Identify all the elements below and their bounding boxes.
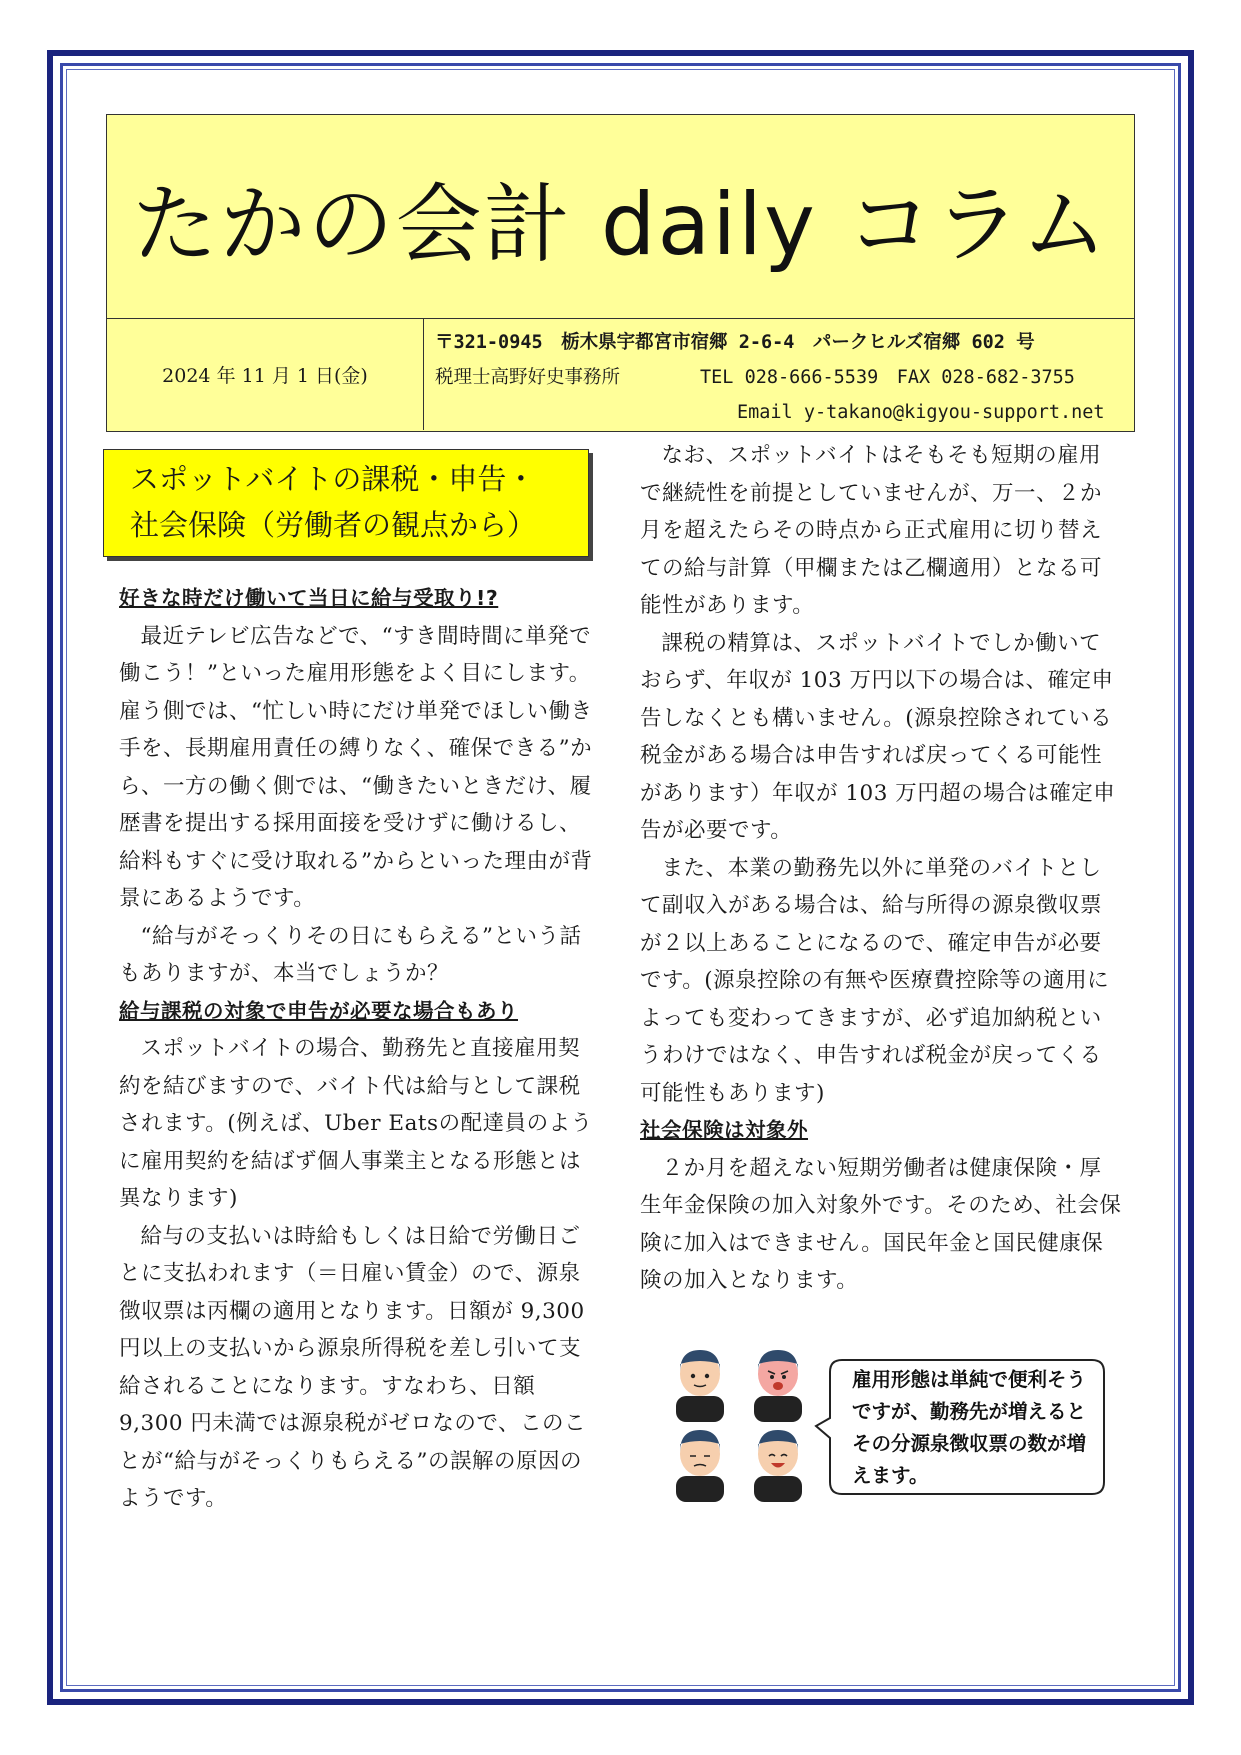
paragraph-7: また、本業の勤務先以外に単発のバイトとして副収入がある場合は、給与所得の源泉徴収票が２以上あることになるので、確定申告が必要です。(源泉控除の有無や医療費控除等の適用によっても変わってきますが、必ず追加納税というわけではなく、申告すれば税金が戻ってくる可能性もあります) — [640, 855, 1110, 1106]
subheading-3: 社会保険は対象外 — [640, 1118, 808, 1142]
left-column — [119, 580, 601, 1518]
subheading-1: 好きな時だけ働いて当日に給与受取り!? — [119, 586, 499, 610]
office-name: 税理士高野好史事務所 — [435, 367, 621, 388]
office-row — [435, 360, 1125, 395]
article-heading — [103, 449, 589, 557]
right-column — [640, 437, 1122, 1300]
subheading-2: 給与課税の対象で申告が必要な場合もあり — [119, 998, 518, 1023]
issue-date: 2024 年 11 月 1 日(金) — [107, 319, 424, 430]
worker-angry-icon — [754, 1350, 802, 1422]
office-info-box — [106, 318, 1135, 432]
worker-tired-icon — [676, 1430, 724, 1502]
speech-bubble-text: 雇用形態は単純で便利そうですが、勤務先が増えるとその分源泉徴収票の数が増えます。 — [852, 1368, 1087, 1487]
office-address: 〒321-0945 栃木県宇都宮市宿郷 2-6-4 パークヒルズ宿郷 602 号 — [435, 332, 1035, 353]
paragraph-4: 給与の支払いは時給もしくは日給で労働日ごとに支払われます（＝日雇い賃金）ので、源泉徴収票は丙欄の適用となります。日額が 9,300 円以上の支払いから源泉所得税を差し引いて支給されることになります。すなわち、日額 9,300 円未満では源泉税がゼロなので、このことが“給与がそっくりもらえる”の誤解の原因のようです。 — [119, 1223, 586, 1511]
paragraph-1: 最近テレビ広告などで、“すき間時間に単発で働こう！”といった雇用形態をよく目にします。雇う側では、“忙しい時にだけ単発でほしい働き手を、長期雇用責任の縛りなく、確保できる”から、一方の働く側では、“働きたいときだけ、履歴書を提出する採用面接を受けずに働けるし、給料もすぐに受け取れる”からといった理由が背景にあるようです。 — [119, 623, 593, 911]
office-email: Email y-takano@kigyou-support.net — [737, 402, 1105, 423]
worker-happy-icon — [754, 1430, 802, 1502]
paragraph-3: スポットバイトの場合、勤務先と直接雇用契約を結びますので、バイト代は給与として課税されます。(例えば、Uber Eatsの配達員のように雇用契約を結ばず個人事業主となる形態とは異なります) — [119, 1036, 593, 1211]
masthead — [106, 114, 1135, 319]
paragraph-6: 課税の精算は、スポットバイトでしか働いておらず、年収が 103 万円以下の場合は、確定申告しなくとも構いません。(源泉控除されている税金がある場合は申告すれば戻ってくる可能性があります）年収が 103 万円超の場合は確定申告が必要です。 — [640, 630, 1116, 843]
article-heading-line1: スポットバイトの課税・申告・ — [130, 462, 536, 496]
office-tel-fax: TEL 028-666-5539 FAX 028-682-3755 — [700, 367, 1075, 388]
paragraph-5: なお、スポットバイトはそもそも短期の雇用で継続性を前提としていませんが、万一、２か月を超えたらその時点から正式雇用に切り替えての給与計算（甲欄または乙欄適用）となる可能性があります。 — [640, 443, 1103, 618]
article-heading-line2: 社会保険（労働者の観点から） — [130, 508, 537, 542]
paragraph-2: “給与がそっくりその日にもらえる”という話もありますが、本当でしょうか？ — [119, 923, 582, 986]
office-info — [435, 325, 1125, 430]
paragraph-8: ２か月を超えない短期労働者は健康保険・厚生年金保険の加入対象外です。そのため、社会保険に加入はできません。国民年金と国民健康保険の加入となります。 — [640, 1155, 1122, 1293]
masthead-title: たかの会計 daily コラム — [131, 174, 1110, 275]
workers-illustration — [668, 1338, 818, 1508]
worker-icon — [676, 1350, 724, 1422]
